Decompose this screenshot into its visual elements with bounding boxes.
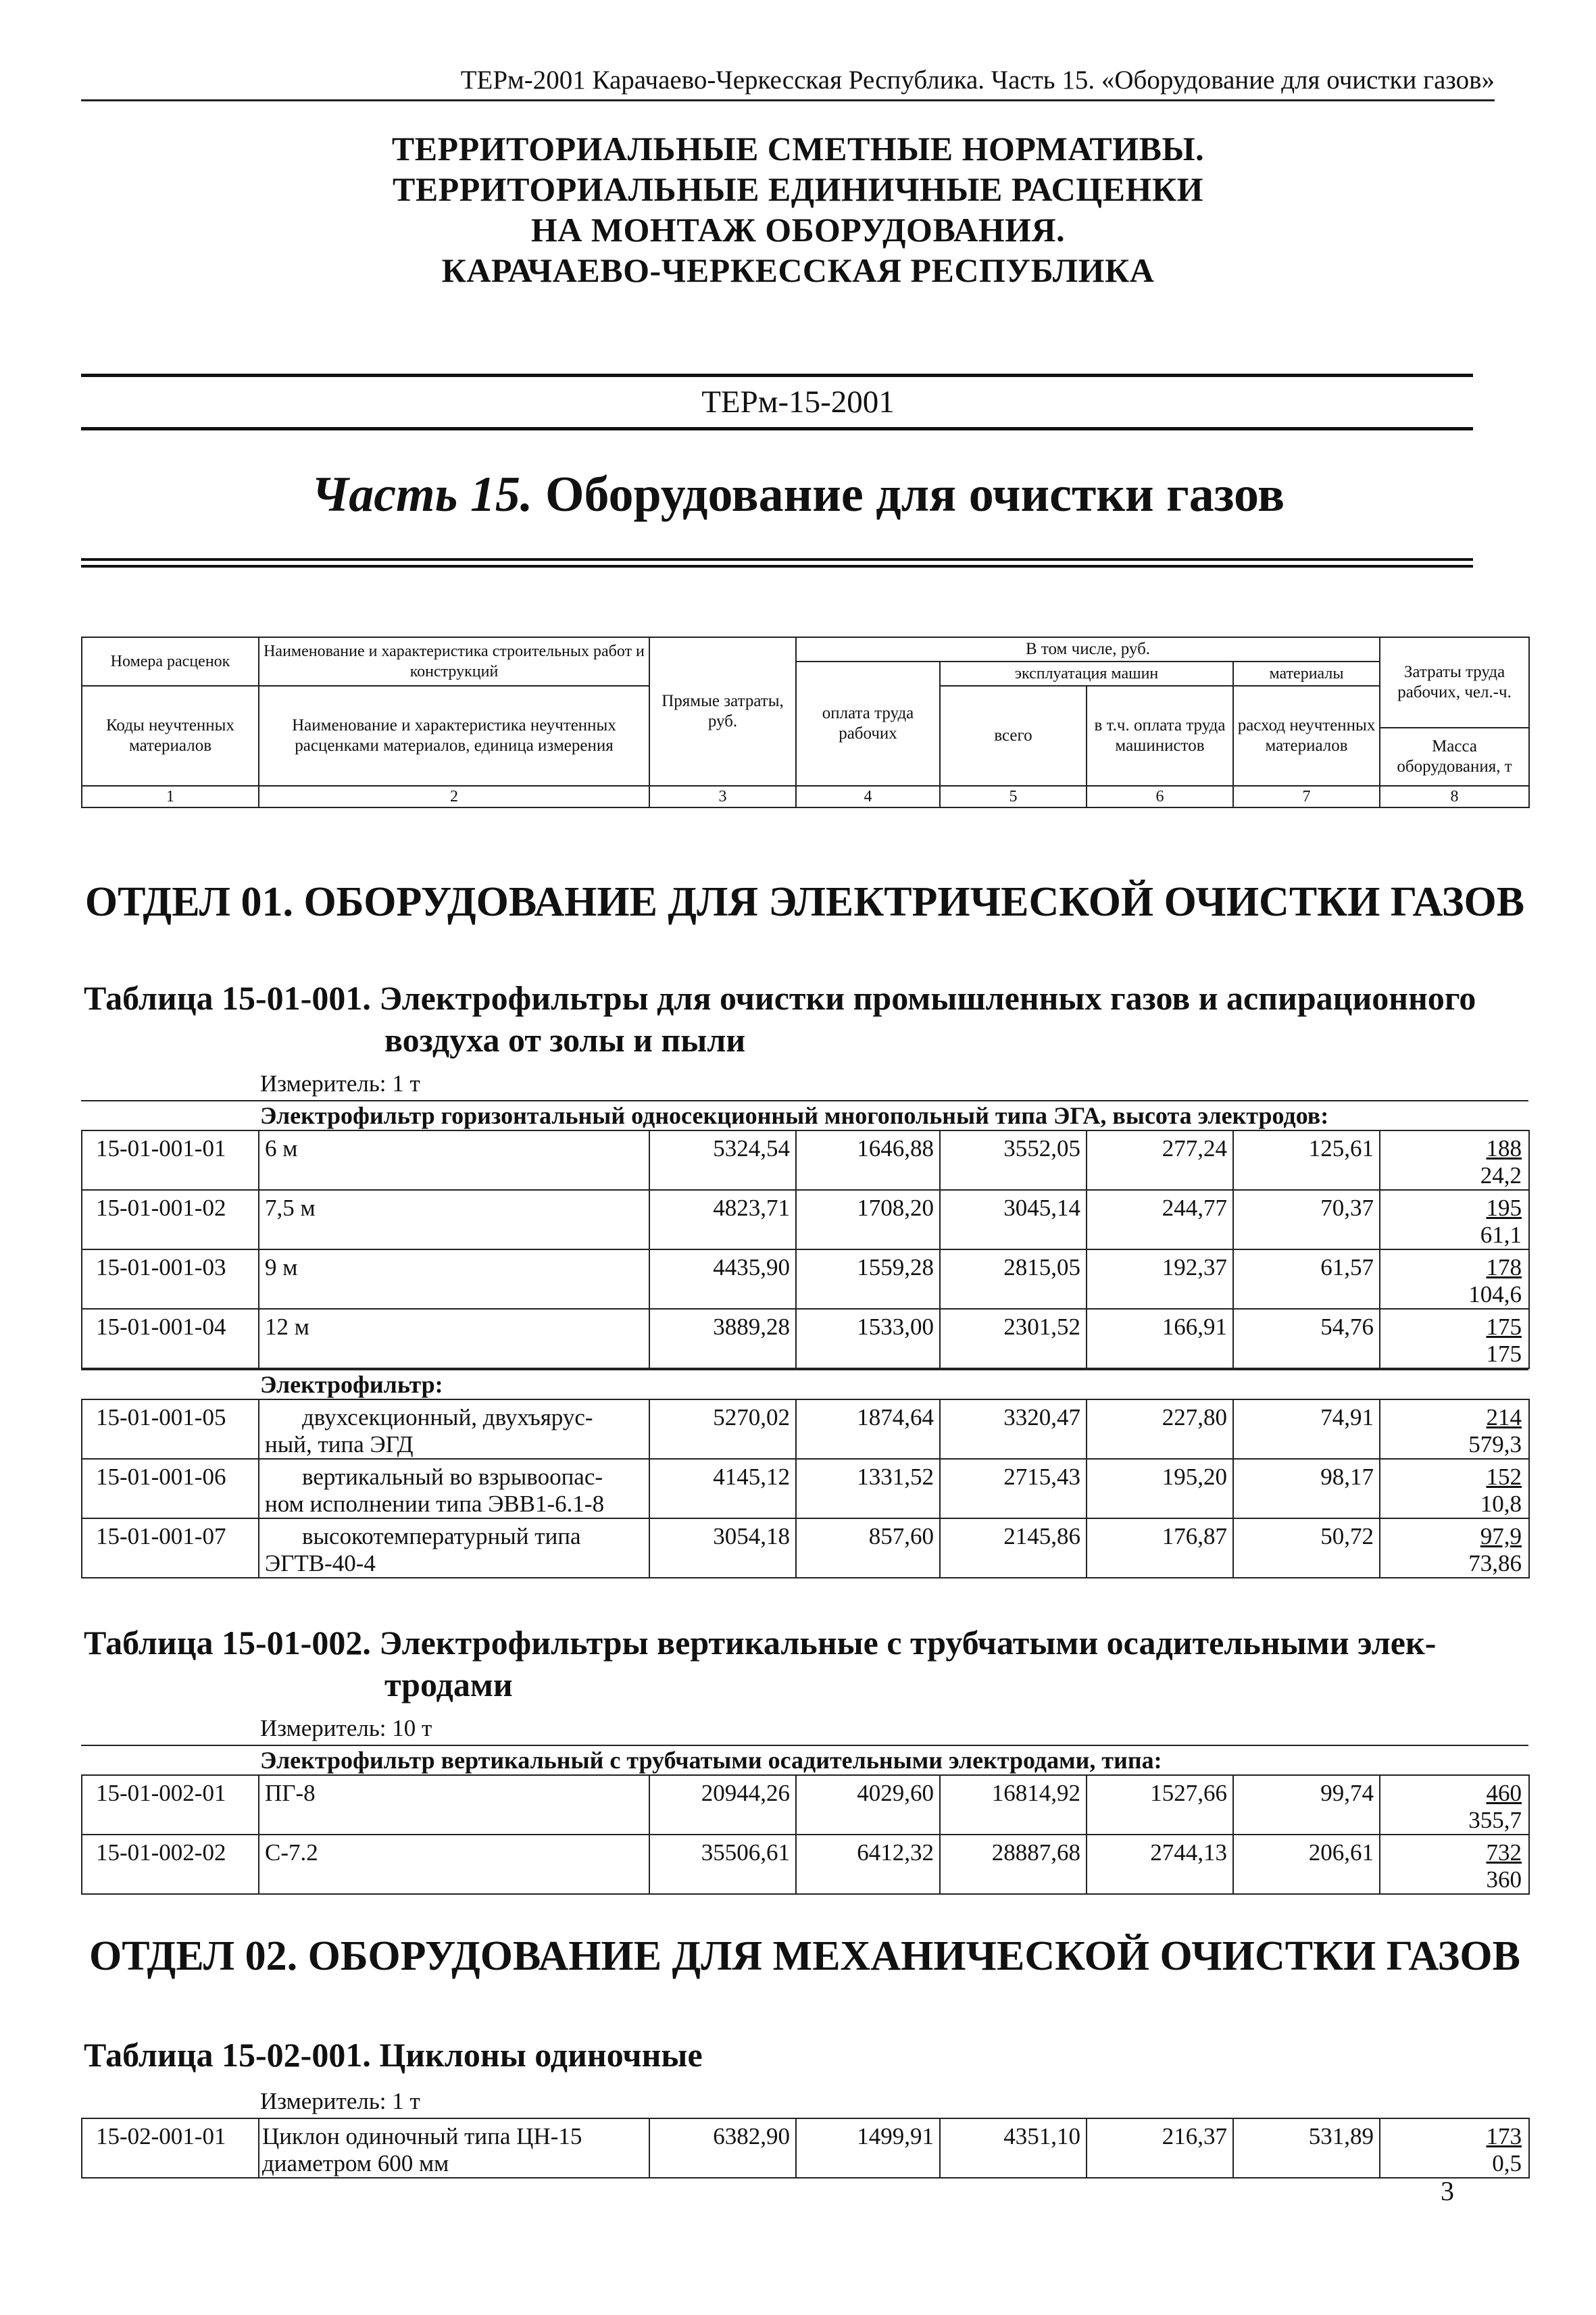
group-title — [81, 1100, 1528, 1130]
equipment-mass: 10,8 — [1480, 1491, 1522, 1517]
equipment-mass: 104,6 — [1468, 1281, 1522, 1308]
equipment-mass: 24,2 — [1480, 1162, 1522, 1189]
table-row — [82, 2118, 1529, 2178]
rate-code: 15-01-002-02 — [82, 1835, 259, 1894]
operators-pay: 216,37 — [1087, 2118, 1233, 2178]
page-number: 3 — [1441, 2176, 1454, 2206]
header-machines: эксплуатация машин — [940, 662, 1233, 686]
equipment-mass: 579,3 — [1468, 1431, 1522, 1458]
labor-and-mass — [1380, 1399, 1529, 1459]
rate-name-line: высокотемпературный типа — [302, 1523, 581, 1549]
labor-and-mass — [1380, 1518, 1529, 1578]
part-name: Оборудование для очистки газов — [545, 467, 1285, 522]
materials-usage: 50,72 — [1233, 1518, 1380, 1578]
labor-and-mass — [1380, 1309, 1529, 1368]
equipment-mass: 73,86 — [1468, 1550, 1522, 1576]
table-row — [82, 1835, 1529, 1894]
document-code: ТЕРм-15-2001 — [701, 384, 895, 420]
header-material-name: Наименование и характеристика неучтенных расценками материалов, единица измерения — [259, 686, 649, 786]
operators-pay: 176,87 — [1087, 1518, 1233, 1578]
rate-code: 15-01-002-01 — [82, 1775, 259, 1835]
rate-name-line: Циклон одиночный типа ЦН-15 — [262, 2123, 582, 2149]
table-row — [82, 1518, 1529, 1578]
table-title-line: воздуха от золы и пыли — [384, 1021, 746, 1059]
main-title-line: ТЕРРИТОРИАЛЬНЫЕ СМЕТНЫЕ НОРМАТИВЫ. — [391, 130, 1205, 168]
labor-costs: 152 — [1486, 1464, 1522, 1490]
labor-costs: 173 — [1486, 2123, 1522, 2149]
table-row — [82, 1309, 1529, 1368]
column-number: 3 — [649, 786, 796, 807]
table-title-line: тродами — [384, 1666, 513, 1703]
rate-code: 15-02-001-01 — [82, 2118, 259, 2178]
rate-name-line: С-7.2 — [265, 1839, 318, 1866]
header-rate-numbers: Номера расценок — [82, 637, 259, 686]
machines-total: 2301,52 — [940, 1309, 1087, 1368]
column-number: 8 — [1380, 786, 1529, 807]
operators-pay: 166,91 — [1087, 1309, 1233, 1368]
header-work-name: Наименование и характеристика строительных работ и конструкций — [259, 637, 649, 686]
materials-usage: 98,17 — [1233, 1459, 1380, 1518]
rate-name — [259, 1130, 649, 1190]
materials-usage: 99,74 — [1233, 1775, 1380, 1835]
direct-costs: 35506,61 — [649, 1835, 796, 1894]
table-title — [84, 1622, 1530, 1706]
column-number: 7 — [1233, 786, 1380, 807]
header-machines-total: всего — [940, 686, 1087, 786]
part-title — [0, 466, 1596, 524]
table-title-line: Таблица 15-01-001. Электрофильтры для очистки промышленных газов и аспирационного — [84, 979, 1476, 1017]
workers-pay: 1331,52 — [796, 1459, 940, 1518]
table-title-line: Таблица 15-02-001. Циклоны одиночные — [84, 2036, 703, 2074]
main-title-line: КАРАЧАЕВО-ЧЕРКЕССКАЯ РЕСПУБЛИКА — [441, 251, 1155, 289]
group-title-text: Электрофильтр горизонтальный односекционный многопольный типа ЭГА, высота электродов: — [260, 1102, 1329, 1129]
rates-table — [81, 2118, 1530, 2179]
direct-costs: 6382,90 — [649, 2118, 796, 2178]
direct-costs: 4823,71 — [649, 1190, 796, 1249]
materials-usage: 61,57 — [1233, 1249, 1380, 1309]
labor-costs: 178 — [1486, 1254, 1522, 1280]
operators-pay: 244,77 — [1087, 1190, 1233, 1249]
header-materials: материалы — [1233, 662, 1380, 686]
main-title — [0, 128, 1596, 291]
column-header-table — [81, 637, 1530, 808]
rate-name-line: 12 м — [265, 1314, 309, 1340]
measure-unit: Измеритель: 1 т — [260, 2088, 420, 2114]
measure-unit: Измеритель: 10 т — [260, 1715, 432, 1741]
machines-total: 28887,68 — [940, 1835, 1087, 1894]
rate-code: 15-01-001-06 — [82, 1459, 259, 1518]
workers-pay: 1499,91 — [796, 2118, 940, 2178]
column-number: 4 — [796, 786, 940, 807]
rate-name — [259, 1249, 649, 1309]
column-number: 2 — [259, 786, 649, 807]
table-row — [82, 1775, 1529, 1835]
labor-and-mass — [1380, 2118, 1529, 2178]
header-labor-costs: Затраты труда рабочих, чел.-ч. — [1380, 637, 1529, 728]
labor-costs: 460 — [1486, 1780, 1522, 1806]
measure-unit: Измеритель: 1 т — [260, 1070, 420, 1097]
column-number: 5 — [940, 786, 1087, 807]
header-workers-pay: оплата труда рабочих — [796, 662, 940, 786]
materials-usage: 54,76 — [1233, 1309, 1380, 1368]
table-row — [82, 1190, 1529, 1249]
section-title: ОТДЕЛ 01. ОБОРУДОВАНИЕ ДЛЯ ЭЛЕКТРИЧЕСКОЙ ОЧИСТКИ ГАЗОВ — [84, 879, 1525, 925]
equipment-mass: 61,1 — [1480, 1222, 1522, 1248]
part-number: Часть 15. — [311, 467, 533, 522]
rate-code: 15-01-001-03 — [82, 1249, 259, 1309]
operators-pay: 227,80 — [1087, 1399, 1233, 1459]
rate-name — [259, 1518, 649, 1578]
direct-costs: 3889,28 — [649, 1309, 796, 1368]
table-row — [82, 1459, 1529, 1518]
group-title — [81, 1369, 1528, 1399]
rate-name — [259, 1309, 649, 1368]
main-title-line: НА МОНТАЖ ОБОРУДОВАНИЯ. — [530, 211, 1066, 249]
operators-pay: 192,37 — [1087, 1249, 1233, 1309]
labor-and-mass — [1380, 1190, 1529, 1249]
labor-costs: 214 — [1486, 1404, 1522, 1430]
labor-and-mass — [1380, 1130, 1529, 1190]
operators-pay: 277,24 — [1087, 1130, 1233, 1190]
rates-table — [81, 1399, 1530, 1578]
direct-costs: 4145,12 — [649, 1459, 796, 1518]
rate-name-line: диаметром 600 мм — [262, 2150, 449, 2176]
header-equipment-mass: Масса оборудования, т — [1380, 728, 1529, 786]
rate-name — [259, 1190, 649, 1249]
header-material-usage: расход неучтенных материалов — [1233, 686, 1380, 786]
machines-total: 3552,05 — [940, 1130, 1087, 1190]
labor-and-mass — [1380, 1249, 1529, 1309]
labor-costs: 175 — [1486, 1314, 1522, 1340]
direct-costs: 5270,02 — [649, 1399, 796, 1459]
divider — [81, 374, 1473, 377]
header-in-total: В том числе, руб. — [796, 637, 1380, 662]
rate-name-line: ный, типа ЭГД — [265, 1431, 414, 1458]
rate-name — [259, 1399, 649, 1459]
rate-code: 15-01-001-01 — [82, 1130, 259, 1190]
labor-and-mass — [1380, 1775, 1529, 1835]
divider — [81, 427, 1473, 430]
equipment-mass: 0,5 — [1492, 2150, 1522, 2176]
column-number: 1 — [82, 786, 259, 807]
labor-costs: 97,9 — [1480, 1523, 1522, 1549]
table-row — [82, 1249, 1529, 1309]
machines-total: 3045,14 — [940, 1190, 1087, 1249]
machines-total: 4351,10 — [940, 2118, 1087, 2178]
workers-pay: 4029,60 — [796, 1775, 940, 1835]
equipment-mass: 355,7 — [1468, 1807, 1522, 1833]
equipment-mass: 360 — [1486, 1866, 1522, 1893]
rate-name-line: 6 м — [265, 1135, 298, 1162]
direct-costs: 3054,18 — [649, 1518, 796, 1578]
labor-costs: 732 — [1486, 1839, 1522, 1866]
direct-costs: 20944,26 — [649, 1775, 796, 1835]
workers-pay: 6412,32 — [796, 1835, 940, 1894]
rate-name-line: ЭГТВ-40-4 — [265, 1550, 376, 1576]
rate-code: 15-01-001-04 — [82, 1309, 259, 1368]
rate-name-line: ном исполнении типа ЭВВ1-6.1-8 — [265, 1491, 605, 1517]
labor-and-mass — [1380, 1459, 1529, 1518]
rate-name-line: ПГ-8 — [265, 1780, 316, 1806]
table-title-line: Таблица 15-01-002. Электрофильтры вертикальные с трубчатыми осадительными элек- — [84, 1624, 1437, 1662]
rate-code: 15-01-001-02 — [82, 1190, 259, 1249]
rate-name — [259, 2118, 649, 2178]
materials-usage: 125,61 — [1233, 1130, 1380, 1190]
workers-pay: 1646,88 — [796, 1130, 940, 1190]
operators-pay: 1527,66 — [1087, 1775, 1233, 1835]
column-number: 6 — [1087, 786, 1233, 807]
materials-usage: 70,37 — [1233, 1190, 1380, 1249]
group-title — [81, 1745, 1528, 1774]
rates-table — [81, 1774, 1530, 1895]
group-title-text: Электрофильтр вертикальный с трубчатыми осадительными электродами, типа: — [260, 1747, 1162, 1774]
section-title: ОТДЕЛ 02. ОБОРУДОВАНИЕ ДЛЯ МЕХАНИЧЕСКОЙ ОЧИСТКИ ГАЗОВ — [89, 1933, 1520, 1979]
rate-code: 15-01-001-05 — [82, 1399, 259, 1459]
header-operators-pay: в т.ч. оплата труда машинистов — [1087, 686, 1233, 786]
rate-name-line: двухсекционный, двухъярус- — [302, 1404, 593, 1430]
workers-pay: 1708,20 — [796, 1190, 940, 1249]
machines-total: 3320,47 — [940, 1399, 1087, 1459]
rate-name-line: вертикальный во взрывоопас- — [302, 1464, 603, 1490]
direct-costs: 5324,54 — [649, 1130, 796, 1190]
machines-total: 2145,86 — [940, 1518, 1087, 1578]
operators-pay: 2744,13 — [1087, 1835, 1233, 1894]
rate-name — [259, 1835, 649, 1894]
header-material-codes: Коды неучтенных материалов — [82, 686, 259, 786]
main-title-line: ТЕРРИТОРИАЛЬНЫЕ ЕДИНИЧНЫЕ РАСЦЕНКИ — [392, 170, 1204, 208]
direct-costs: 4435,90 — [649, 1249, 796, 1309]
rate-name-line: 7,5 м — [265, 1195, 316, 1221]
labor-costs: 195 — [1486, 1195, 1522, 1221]
machines-total: 2815,05 — [940, 1249, 1087, 1309]
labor-and-mass — [1380, 1835, 1529, 1894]
rate-name-line: 9 м — [265, 1254, 298, 1280]
materials-usage: 531,89 — [1233, 2118, 1380, 2178]
workers-pay: 1533,00 — [796, 1309, 940, 1368]
equipment-mass: 175 — [1486, 1341, 1522, 1367]
running-header: ТЕРм-2001 Карачаево-Черкесская Республика. Часть 15. «Оборудование для очистки газов» — [81, 65, 1495, 101]
operators-pay: 195,20 — [1087, 1459, 1233, 1518]
rate-name — [259, 1775, 649, 1835]
table-row — [82, 1130, 1529, 1190]
rate-name — [259, 1459, 649, 1518]
rate-code: 15-01-001-07 — [82, 1518, 259, 1578]
labor-costs: 188 — [1486, 1135, 1522, 1162]
workers-pay: 1874,64 — [796, 1399, 940, 1459]
table-title — [84, 2034, 1530, 2076]
rates-table — [81, 1130, 1530, 1369]
group-title-text: Электрофильтр: — [260, 1371, 443, 1398]
machines-total: 2715,43 — [940, 1459, 1087, 1518]
workers-pay: 857,60 — [796, 1518, 940, 1578]
materials-usage: 74,91 — [1233, 1399, 1380, 1459]
machines-total: 16814,92 — [940, 1775, 1087, 1835]
divider — [81, 565, 1473, 568]
table-title — [84, 977, 1530, 1061]
divider — [81, 558, 1473, 561]
table-row — [82, 1399, 1529, 1459]
materials-usage: 206,61 — [1233, 1835, 1380, 1894]
workers-pay: 1559,28 — [796, 1249, 940, 1309]
header-direct-costs: Прямые затраты, руб. — [649, 637, 796, 786]
